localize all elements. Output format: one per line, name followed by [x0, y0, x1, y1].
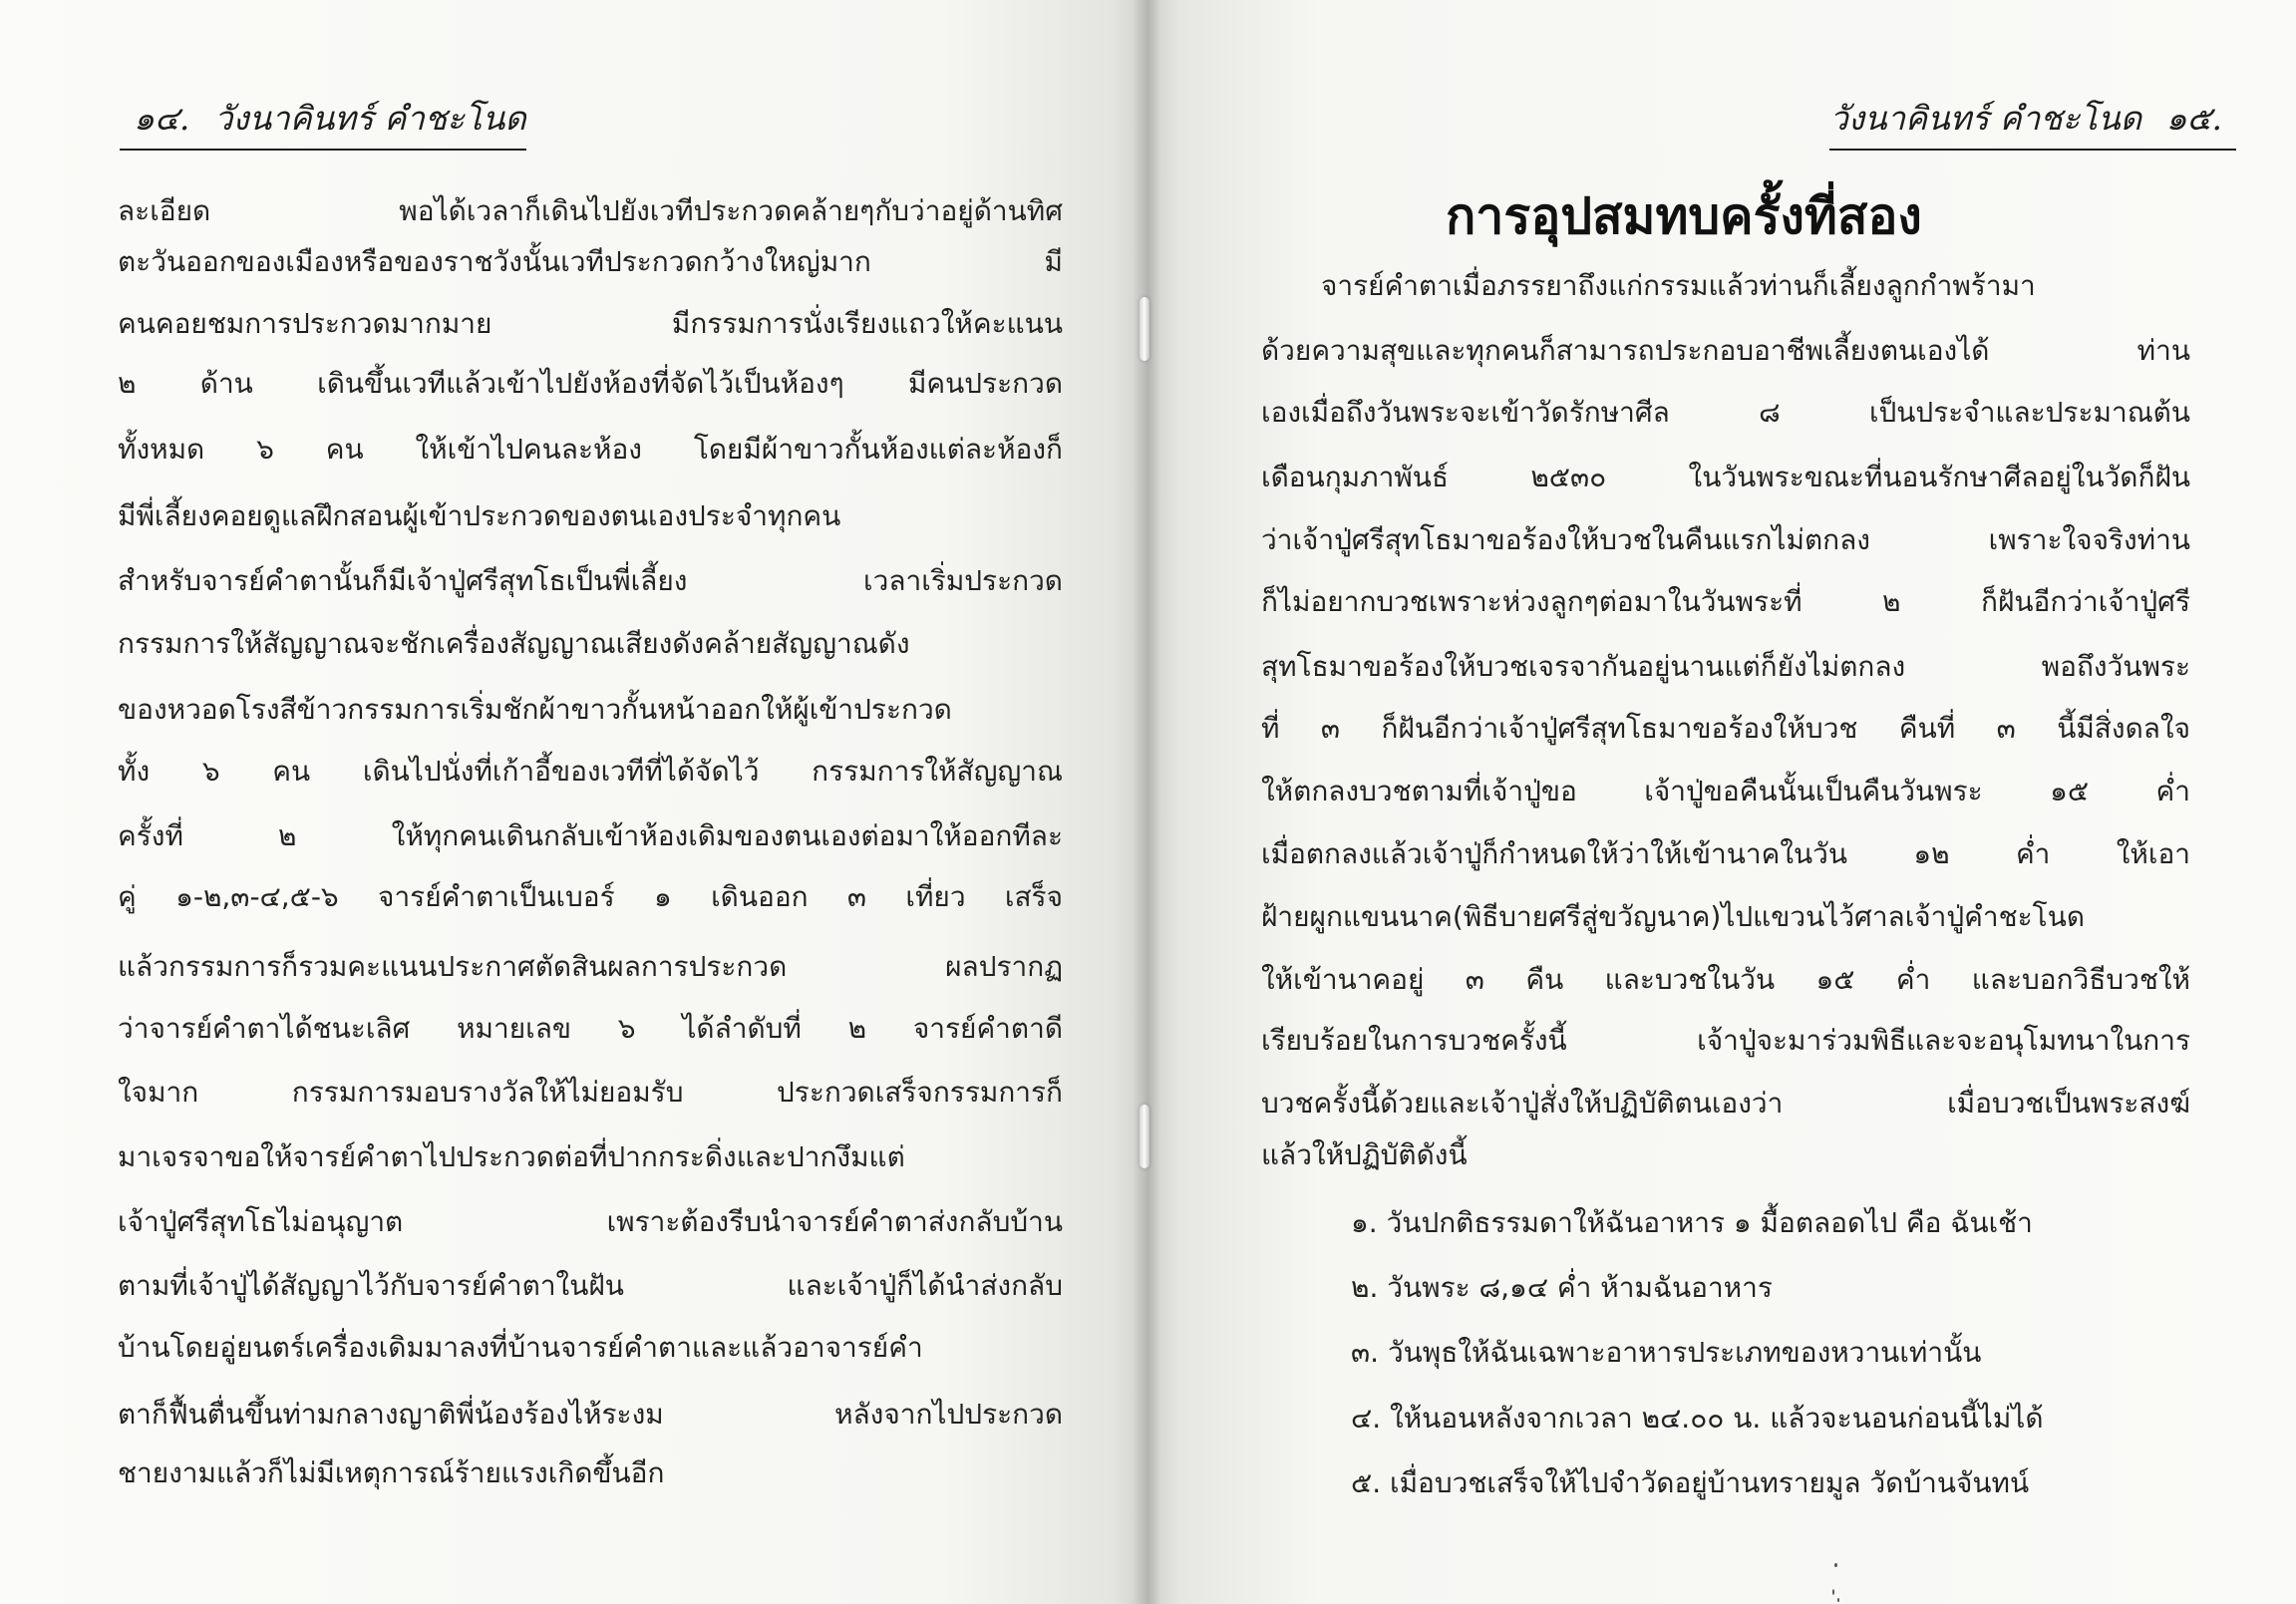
body-line: บ้านโดยอู่ยนตร์เครื่องเดิมมาลงที่บ้านจารย์คำตาและแล้วอาจารย์คำ — [118, 1331, 923, 1364]
body-line: เจ้าปู่ศรีสุทโธไม่อนุญาต เพราะต้องรีบนำจารย์คำตาส่งกลับบ้าน — [118, 1205, 1063, 1238]
body-line: เมื่อตกลงแล้วเจ้าปู่ก็กำหนดให้ว่าให้เข้านาคในวัน ๑๒ ค่ำ ให้เอา — [1261, 837, 2190, 870]
print-speck — [1832, 1589, 1834, 1595]
left-page — [0, 0, 1147, 1604]
body-line: ทั้งหมด ๖ คน ให้เข้าไปคนละห้อง โดยมีผ้าขาวกั้นห้องแต่ละห้องก็ — [118, 433, 1063, 466]
body-line: เองเมื่อถึงวันพระจะเข้าวัดรักษาศีล ๘ เป็นประจำและประมาณต้น — [1261, 396, 2190, 429]
body-line: ตามที่เจ้าปู่ได้สัญญาไว้กับจารย์คำตาในฝัน และเจ้าปู่ก็ได้นำส่งกลับ — [118, 1269, 1063, 1302]
print-speck — [1834, 1563, 1837, 1567]
body-line: ก็ไม่อยากบวชเพราะห่วงลูกๆต่อมาในวันพระที่ ๒ ก็ฝันอีกว่าเจ้าปู่ศรี — [1261, 585, 2190, 618]
body-line: ที่ ๓ ก็ฝันอีกว่าเจ้าปู่ศรีสุทโธมาขอร้องให้บวช คืนที่ ๓ นี้มีสิ่งดลใจ — [1261, 712, 2190, 745]
right-page — [1147, 0, 2296, 1604]
body-line: ชายงามแล้วก็ไม่มีเหตุการณ์ร้ายแรงเกิดขึ้นอีก — [118, 1456, 665, 1489]
body-line: มีพี่เลี้ยงคอยดูแลฝึกสอนผู้เข้าประกวดของตนเองประจำทุกคน — [118, 499, 841, 532]
chapter-title: การอุปสมทบครั้งที่สอง — [1446, 187, 1922, 245]
left-page-number: ๑๔. — [134, 99, 190, 138]
body-line: ว่าเจ้าปู่ศรีสุทโธมาขอร้องให้บวชในคืนแรกไม่ตกลง เพราะใจจริงท่าน — [1261, 523, 2190, 556]
body-line: ของหวอดโรงสีข้าวกรรมการเริ่มชักผ้าขาวกั้นหน้าออกให้ผู้เข้าประกวด — [118, 693, 952, 726]
body-line: ใจมาก กรรมการมอบรางวัลให้ไม่ยอมรับ ประกวดเสร็จกรรมการก็ — [118, 1076, 1063, 1109]
body-line: ให้เข้านาคอยู่ ๓ คืน และบวชในวัน ๑๕ ค่ำ และบอกวิธีบวชให้ — [1261, 963, 2190, 996]
body-line: แล้วให้ปฏิบัติดังนี้ — [1261, 1138, 1468, 1171]
staple-bottom — [1140, 1105, 1149, 1168]
right-page-number: ๑๕. — [2165, 99, 2222, 138]
rule-list-item: ๔. ให้นอนหลังจากเวลา ๒๔.๐๐ น. แล้วจะนอนก่อนนี้ไม่ได้ — [1351, 1402, 2044, 1435]
body-line: สำหรับจารย์คำตานั้นก็มีเจ้าปู่ศรีสุทโธเป็นพี่เลี้ยง เวลาเริ่มประกวด — [118, 564, 1063, 597]
left-running-title: วังนาคินทร์ คำชะโนด — [213, 99, 526, 138]
body-line: ตะวันออกของเมืองหรือของราชวังนั้นเวทีประกวดกว้างใหญ่มาก มี — [118, 245, 1063, 278]
body-line: ตาก็ฟื้นตื่นขึ้นท่ามกลางญาติพี่น้องร้องไห้ระงม หลังจากไปประกวด — [118, 1398, 1063, 1431]
body-line: ด้วยความสุขและทุกคนก็สามารถประกอบอาชีพเลี้ยงตนเองได้ ท่าน — [1261, 334, 2190, 367]
body-line: ทั้ง ๖ คน เดินไปนั่งที่เก้าอี้ของเวทีที่ได้จัดไว้ กรรมการให้สัญญาณ — [118, 755, 1063, 788]
left-header-underline — [120, 149, 526, 151]
body-line: ครั้งที่ ๒ ให้ทุกคนเดินกลับเข้าห้องเดิมของตนเองต่อมาให้ออกทีละ — [118, 819, 1063, 852]
body-line: มาเจรจาขอให้จารย์คำตาไปประกวดต่อที่ปากกระดิ่งและปากงึมแต่ — [118, 1140, 905, 1173]
rule-list-item: ๑. วันปกติธรรมดาให้ฉันอาหาร ๑ มื้อตลอดไป คือ ฉันเช้า — [1351, 1206, 2033, 1239]
body-line: ว่าจารย์คำตาได้ชนะเลิศ หมายเลข ๖ ได้ลำดับที่ ๒ จารย์คำตาดี — [118, 1012, 1063, 1045]
body-line: กรรมการให้สัญญาณจะชักเครื่องสัญญาณเสียงดังคล้ายสัญญาณดัง — [118, 627, 910, 660]
body-line: บวชครั้งนี้ด้วยและเจ้าปู่สั่งให้ปฏิบัติตนเองว่า เมื่อบวชเป็นพระสงฆ์ — [1261, 1087, 2190, 1120]
rule-list-item: ๓. วันพุธให้ฉันเฉพาะอาหารประเภทของหวานเท่านั้น — [1351, 1336, 1982, 1369]
body-line: คนคอยชมการประกวดมากมาย มีกรรมการนั่งเรียงแถวให้คะแนน — [118, 307, 1063, 340]
body-line: เดือนกุมภาพันธ์ ๒๕๓๐ ในวันพระขณะที่นอนรักษาศีลอยู่ในวัดก็ฝัน — [1261, 461, 2190, 493]
print-speck — [1837, 1598, 1839, 1602]
left-running-head — [120, 92, 526, 145]
right-header-underline — [1829, 149, 2236, 151]
rule-list-item: ๕. เมื่อบวชเสร็จให้ไปจำวัดอยู่บ้านทรายมูล วัดบ้านจันทน์ — [1351, 1466, 2030, 1499]
body-line: ฝ้ายผูกแขนนาค(พิธีบายศรีสู่ขวัญนาค)ไปแขวนไว้ศาลเจ้าปู่คำชะโนด — [1261, 900, 2086, 933]
right-running-title: วังนาคินทร์ คำชะโนด — [1829, 99, 2142, 138]
book-gutter — [1133, 0, 1160, 1604]
body-line: ให้ตกลงบวชตามที่เจ้าปู่ขอ เจ้าปู่ขอคืนนั้นเป็นคืนวันพระ ๑๕ ค่ำ — [1261, 775, 2190, 807]
rule-list-item: ๒. วันพระ ๘,๑๔ ค่ำ ห้ามฉันอาหาร — [1351, 1271, 1773, 1304]
body-line: แล้วกรรมการก็รวมคะแนนประกาศตัดสินผลการประกวด ผลปรากฏ — [118, 950, 1063, 983]
body-line: สุทโธมาขอร้องให้บวชเจรจากันอยู่นานแต่ก็ยังไม่ตกลง พอถึงวันพระ — [1261, 650, 2190, 683]
body-line: ละเอียด พอได้เวลาก็เดินไปยังเวทีประกวดคล้ายๆกับว่าอยู่ด้านทิศ — [118, 194, 1063, 227]
body-line: เรียบร้อยในการบวชครั้งนี้ เจ้าปู่จะมาร่วมพิธีและจะอนุโมทนาในการ — [1261, 1024, 2190, 1057]
staple-top — [1140, 297, 1149, 361]
body-line: คู่ ๑-๒,๓-๔,๕-๖ จารย์คำตาเป็นเบอร์ ๑ เดินออก ๓ เที่ยว เสร็จ — [118, 880, 1063, 913]
right-running-head — [1829, 92, 2236, 145]
body-line: จารย์คำตาเมื่อภรรยาถึงแก่กรรมแล้วท่านก็เลี้ยงลูกกำพร้ามา — [1321, 269, 2036, 302]
body-line: ๒ ด้าน เดินขึ้นเวทีแล้วเข้าไปยังห้องที่จัดไว้เป็นห้องๆ มีคนประกวด — [118, 367, 1063, 400]
